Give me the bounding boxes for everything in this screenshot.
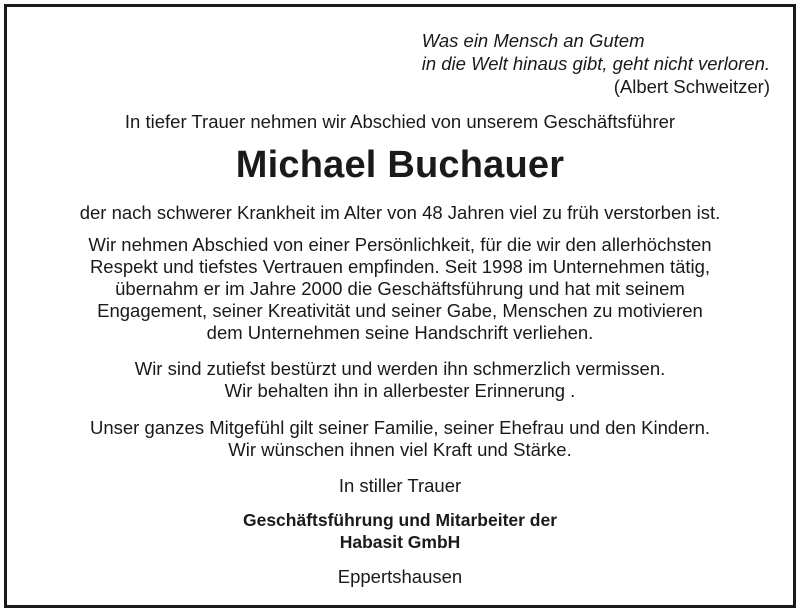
tribute-line: Engagement, seiner Kreativität und seiner Gabe, Menschen zu motivieren (97, 300, 703, 321)
signatory-line: Geschäftsführung und Mitarbeiter der (242, 510, 558, 530)
death-note (0, 202, 800, 224)
death-note-line: der nach schwerer Krankheit im Alter von 48 Jahren viel zu früh verstorben ist. (79, 202, 721, 223)
company-name: Habasit GmbH (339, 532, 461, 552)
closing-line: In stiller Trauer (338, 475, 462, 496)
place-text (0, 566, 800, 588)
sympathy-line: Wir wünschen ihnen viel Kraft und Stärke. (228, 439, 572, 460)
tribute-line: dem Unternehmen seine Handschrift verliehen. (206, 322, 594, 343)
intro-text (0, 111, 800, 133)
grief-line: Wir behalten ihn in allerbester Erinnerung . (224, 380, 576, 401)
deceased-name-block (0, 143, 800, 187)
quote-author: (Albert Schweitzer) (613, 76, 770, 97)
intro-line: In tiefer Trauer nehmen wir Abschied von unserem Geschäftsführer (124, 111, 676, 132)
tribute-paragraph (0, 234, 800, 344)
quote-line: Was ein Mensch an Gutem (421, 30, 645, 51)
deceased-name: Michael Buchauer (235, 144, 565, 186)
tribute-line: Respekt und tiefstes Vertrauen empfinden. Seit 1998 im Unternehmen tätig, (89, 256, 711, 277)
sympathy-line: Unser ganzes Mitgefühl gilt seiner Familie, seiner Ehefrau und den Kindern. (89, 417, 711, 438)
tribute-line: Wir nehmen Abschied von einer Persönlichkeit, für die wir den allerhöchsten (88, 234, 712, 255)
grief-paragraph (0, 358, 800, 402)
place-name: Eppertshausen (337, 566, 463, 587)
grief-line: Wir sind zutiefst bestürzt und werden ihn schmerzlich vermissen. (134, 358, 666, 379)
epigraph-quote (422, 29, 770, 98)
closing-text (0, 475, 800, 497)
tribute-line: übernahm er im Jahre 2000 die Geschäftsführung und hat mit seinem (115, 278, 685, 299)
quote-line: in die Welt hinaus gibt, geht nicht verloren. (421, 53, 770, 74)
signatory-block (0, 509, 800, 553)
sympathy-paragraph (0, 417, 800, 461)
